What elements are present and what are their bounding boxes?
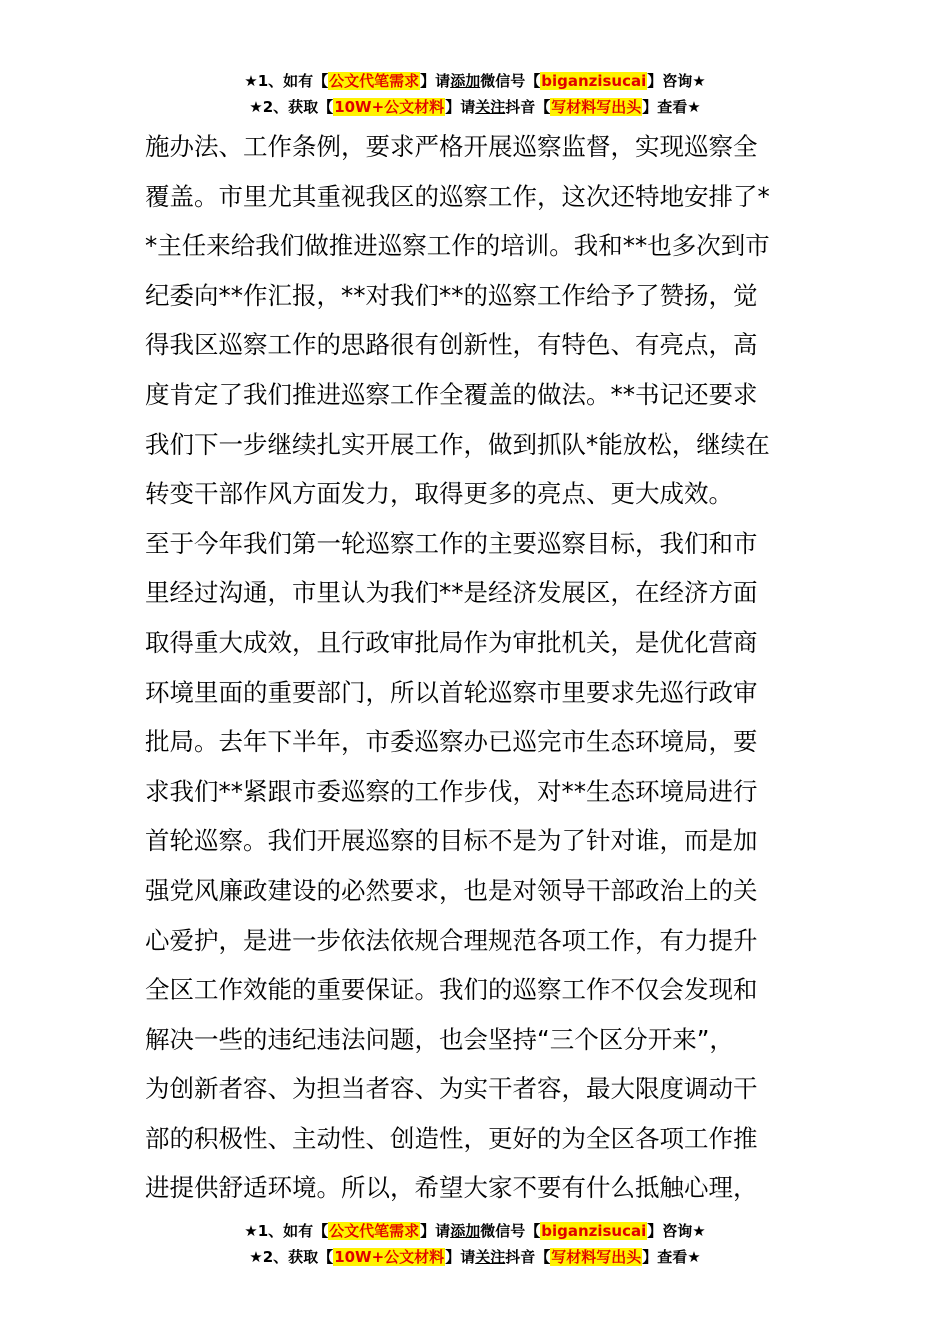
body-text-line: 部的积极性、主动性、创造性，更好的为全区各项工作推: [145, 1123, 758, 1153]
highlight-wechat-id: biganzisucai: [541, 72, 647, 90]
banner-line-2: ★2、获取【10W+公文材料】请关注抖音【写材料写出头】查看★: [249, 1248, 701, 1266]
body-text-line: 施办法、工作条例，要求严格开展巡察监督，实现巡察全: [145, 132, 758, 161]
body-text-line: 至于今年我们第一轮巡察工作的主要巡察目标，我们和市: [145, 528, 758, 558]
header-banner: [0, 68, 950, 120]
highlight-service: 公文代笔需求: [329, 72, 420, 90]
banner-line-2: ★2、获取【10W+公文材料】请关注抖音【写材料写出头】查看★: [249, 98, 701, 116]
highlight-materials: 10W+公文材料: [334, 1248, 445, 1266]
body-text-line: 转变干部作风方面发力，取得更多的亮点、更大成效。: [145, 479, 733, 509]
body-text-line: 解决一些的违纪违法问题，也会坚持“三个区分开来”，: [145, 1024, 734, 1054]
body-text-line: 取得重大成效，且行政审批局作为审批机关，是优化营商: [145, 627, 758, 657]
body-text-line: 为创新者容、为担当者容、为实干者容，最大限度调动干: [145, 1074, 758, 1104]
body-text-line: 里经过沟通，市里认为我们**是经济发展区，在经济方面: [145, 578, 758, 608]
body-text-line: 批局。去年下半年，市委巡察办已巡完市生态环境局，要: [145, 727, 758, 757]
banner-line-1: ★1、如有【公文代笔需求】请添加微信号【biganzisucai】咨询★: [244, 1222, 706, 1240]
body-text-line: 我们下一步继续扎实开展工作，做到抓队*能放松，继续在: [145, 429, 770, 459]
highlight-douyin: 写材料写出头: [551, 98, 642, 116]
body-text-line: 全区工作效能的重要保证。我们的巡察工作不仅会发现和: [145, 975, 758, 1005]
highlight-materials: 10W+公文材料: [334, 98, 445, 116]
body-text-line: 度肯定了我们推进巡察工作全覆盖的做法。**书记还要求: [145, 379, 758, 409]
document-body: [145, 122, 810, 1213]
body-text-line: 求我们**紧跟市委巡察的工作步伐，对**生态环境局进行: [145, 776, 758, 806]
body-text-line: 得我区巡察工作的思路很有创新性，有特色、有亮点，高: [145, 330, 758, 360]
body-text-line: 强党风廉政建设的必然要求，也是对领导干部政治上的关: [145, 875, 758, 905]
body-text-line: 心爱护，是进一步依法依规合理规范各项工作，有力提升: [145, 925, 758, 955]
banner-line-1: ★1、如有【公文代笔需求】请添加微信号【biganzisucai】咨询★: [244, 72, 706, 90]
body-text-line: 纪委向**作汇报，**对我们**的巡察工作给予了赞扬，觉: [145, 280, 758, 310]
body-text-line: 覆盖。市里尤其重视我区的巡察工作，这次还特地安排了*: [145, 181, 770, 211]
highlight-douyin: 写材料写出头: [551, 1248, 642, 1266]
highlight-wechat-id: biganzisucai: [541, 1222, 647, 1240]
body-text-line: 环境里面的重要部门，所以首轮巡察市里要求先巡行政审: [145, 677, 758, 707]
highlight-service: 公文代笔需求: [329, 1222, 420, 1240]
body-text-line: 进提供舒适环境。所以，希望大家不要有什么抵触心理，: [145, 1173, 758, 1203]
footer-banner: [0, 1218, 950, 1270]
body-text-line: *主任来给我们做推进巡察工作的培训。我和**也多次到市: [145, 231, 770, 261]
body-text-line: 首轮巡察。我们开展巡察的目标不是为了针对谁，而是加: [145, 826, 758, 856]
